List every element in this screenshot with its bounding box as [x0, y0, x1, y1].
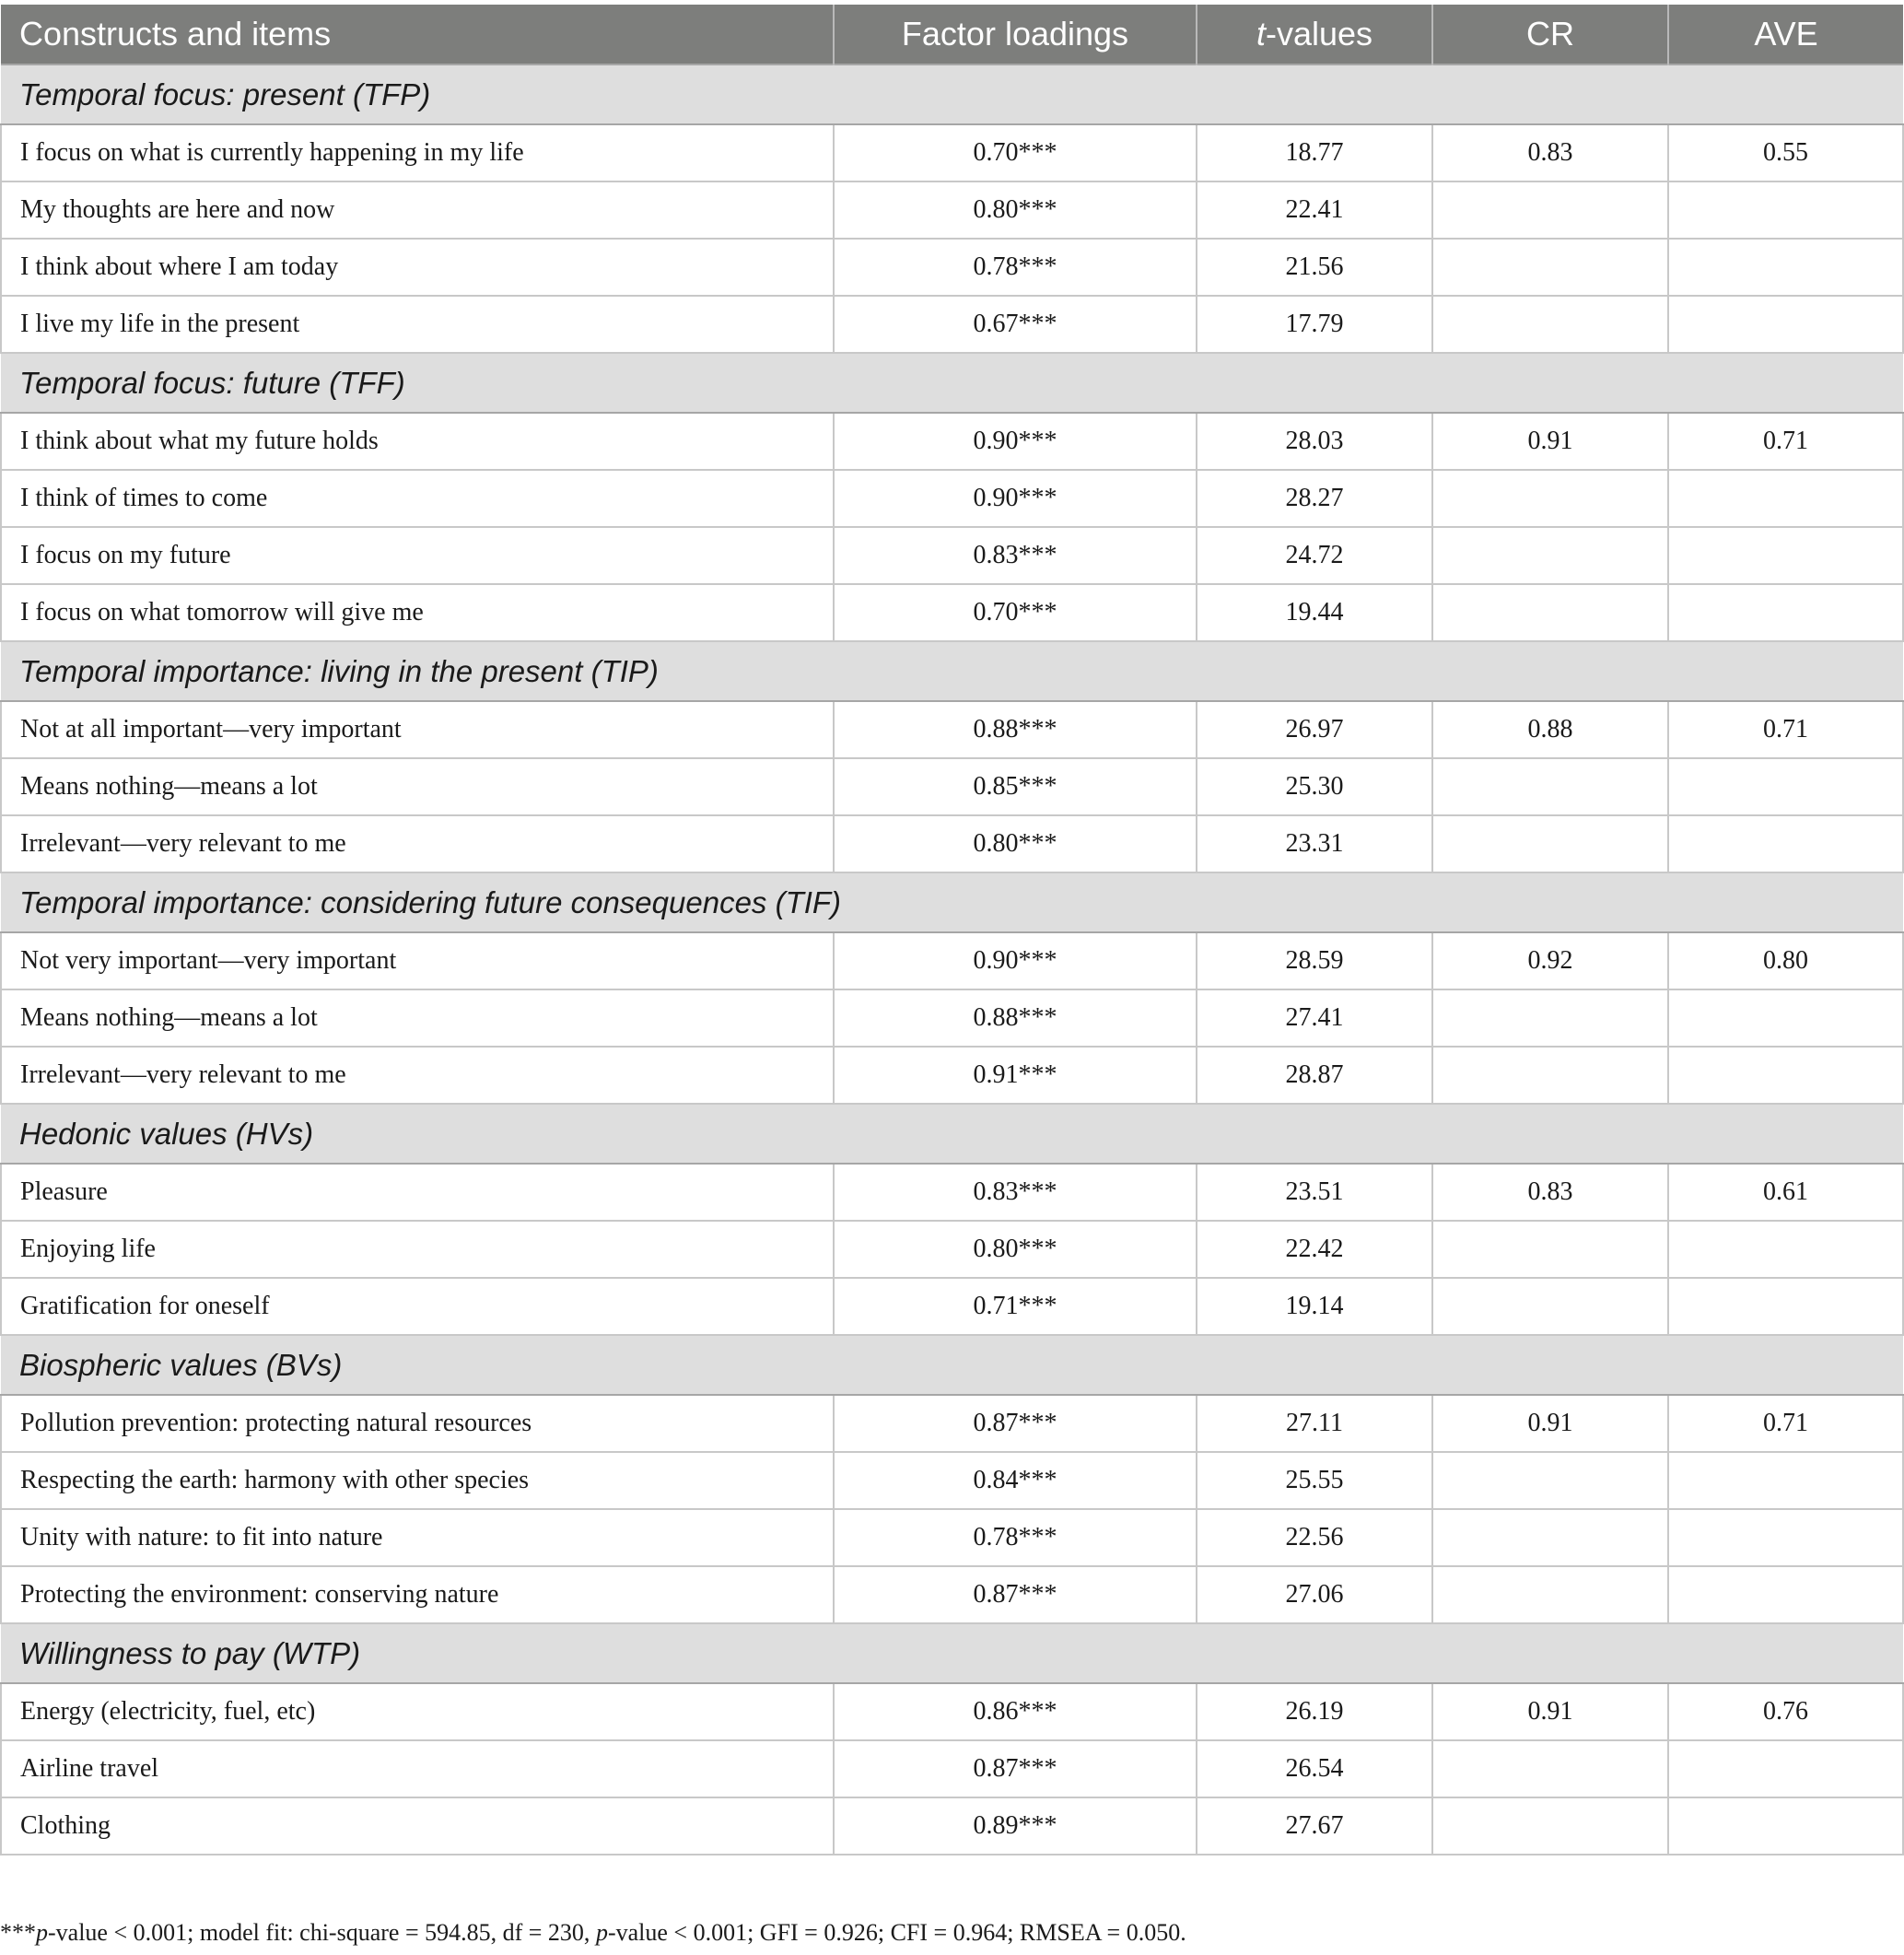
ave-cell	[1668, 584, 1903, 641]
item-cell: I focus on what tomorrow will give me	[1, 584, 834, 641]
t-value-cell: 27.41	[1197, 989, 1432, 1047]
section-row	[1, 1623, 1903, 1683]
item-cell: Pleasure	[1, 1164, 834, 1221]
factor-loading-cell: 0.83***	[834, 527, 1197, 584]
section-title: Temporal importance: living in the present (TIP)	[1, 641, 1903, 701]
cr-cell	[1432, 239, 1668, 296]
ave-cell	[1668, 758, 1903, 815]
t-value-cell: 21.56	[1197, 239, 1432, 296]
t-value-cell: 26.54	[1197, 1740, 1432, 1797]
cr-cell	[1432, 1797, 1668, 1855]
factor-loading-cell: 0.78***	[834, 1509, 1197, 1566]
cr-cell	[1432, 989, 1668, 1047]
table-row	[1, 413, 1903, 470]
t-value-cell: 28.87	[1197, 1047, 1432, 1104]
cr-cell	[1432, 815, 1668, 872]
footnote-p-italic-2: p	[595, 1919, 608, 1946]
cr-cell: 0.92	[1432, 932, 1668, 989]
item-cell: Unity with nature: to fit into nature	[1, 1509, 834, 1566]
cr-cell	[1432, 1740, 1668, 1797]
factor-loading-cell: 0.90***	[834, 413, 1197, 470]
cr-cell	[1432, 1566, 1668, 1623]
table-row	[1, 1452, 1903, 1509]
item-cell: I live my life in the present	[1, 296, 834, 353]
t-value-cell: 28.03	[1197, 413, 1432, 470]
table-row	[1, 527, 1903, 584]
footnote-text-1: -value < 0.001; model fit: chi-square = 594.85, df = 230,	[48, 1919, 596, 1946]
table-row	[1, 989, 1903, 1047]
factor-loading-cell: 0.70***	[834, 584, 1197, 641]
cr-cell: 0.83	[1432, 1164, 1668, 1221]
results-table-container	[0, 5, 1902, 1855]
t-value-cell: 27.67	[1197, 1797, 1432, 1855]
t-value-cell: 17.79	[1197, 296, 1432, 353]
factor-loading-cell: 0.80***	[834, 181, 1197, 239]
t-value-cell: 27.11	[1197, 1395, 1432, 1452]
factor-loading-cell: 0.71***	[834, 1278, 1197, 1335]
t-value-cell: 27.06	[1197, 1566, 1432, 1623]
footnote-text-2: -value < 0.001; GFI = 0.926; CFI = 0.964; RMSEA = 0.050.	[607, 1919, 1186, 1946]
ave-cell	[1668, 1797, 1903, 1855]
ave-cell	[1668, 989, 1903, 1047]
table-row	[1, 181, 1903, 239]
ave-cell: 0.71	[1668, 1395, 1903, 1452]
factor-loading-cell: 0.78***	[834, 239, 1197, 296]
factor-loading-cell: 0.80***	[834, 1221, 1197, 1278]
section-row	[1, 641, 1903, 701]
cr-cell: 0.91	[1432, 1683, 1668, 1740]
factor-loading-cell: 0.87***	[834, 1395, 1197, 1452]
item-cell: My thoughts are here and now	[1, 181, 834, 239]
ave-cell	[1668, 1452, 1903, 1509]
ave-cell: 0.71	[1668, 413, 1903, 470]
ave-cell	[1668, 181, 1903, 239]
ave-cell	[1668, 470, 1903, 527]
section-title: Biospheric values (BVs)	[1, 1335, 1903, 1395]
cr-cell: 0.91	[1432, 1395, 1668, 1452]
factor-loading-cell: 0.84***	[834, 1452, 1197, 1509]
factor-loading-cell: 0.89***	[834, 1797, 1197, 1855]
item-cell: Means nothing—means a lot	[1, 758, 834, 815]
t-value-cell: 26.97	[1197, 701, 1432, 758]
ave-cell: 0.76	[1668, 1683, 1903, 1740]
ave-cell	[1668, 239, 1903, 296]
header-t-suffix: -values	[1265, 15, 1373, 53]
table-row	[1, 124, 1903, 181]
cr-cell	[1432, 584, 1668, 641]
item-cell: Respecting the earth: harmony with other species	[1, 1452, 834, 1509]
item-cell: I think about where I am today	[1, 239, 834, 296]
table-row	[1, 470, 1903, 527]
table-row	[1, 758, 1903, 815]
section-title: Willingness to pay (WTP)	[1, 1623, 1903, 1683]
section-row	[1, 1104, 1903, 1164]
t-value-cell: 19.14	[1197, 1278, 1432, 1335]
cr-cell	[1432, 1221, 1668, 1278]
ave-cell	[1668, 1221, 1903, 1278]
factor-loading-cell: 0.88***	[834, 989, 1197, 1047]
table-row	[1, 584, 1903, 641]
table-row	[1, 815, 1903, 872]
item-cell: Irrelevant—very relevant to me	[1, 1047, 834, 1104]
section-title: Temporal importance: considering future consequences (TIF)	[1, 872, 1903, 932]
cr-cell	[1432, 1509, 1668, 1566]
header-ave: AVE	[1668, 5, 1903, 64]
footnote-stars: ***	[0, 1919, 36, 1946]
cr-cell	[1432, 1452, 1668, 1509]
factor-loading-cell: 0.70***	[834, 124, 1197, 181]
factor-loading-cell: 0.85***	[834, 758, 1197, 815]
item-cell: Not at all important—very important	[1, 701, 834, 758]
t-value-cell: 25.55	[1197, 1452, 1432, 1509]
header-cr: CR	[1432, 5, 1668, 64]
cr-cell	[1432, 527, 1668, 584]
ave-cell	[1668, 1740, 1903, 1797]
cr-cell: 0.83	[1432, 124, 1668, 181]
t-value-cell: 19.44	[1197, 584, 1432, 641]
ave-cell	[1668, 1566, 1903, 1623]
t-value-cell: 22.41	[1197, 181, 1432, 239]
item-cell: I focus on what is currently happening in my life	[1, 124, 834, 181]
table-row	[1, 932, 1903, 989]
cr-cell	[1432, 758, 1668, 815]
table-row	[1, 1740, 1903, 1797]
item-cell: Protecting the environment: conserving nature	[1, 1566, 834, 1623]
ave-cell	[1668, 296, 1903, 353]
factor-loading-cell: 0.83***	[834, 1164, 1197, 1221]
cr-cell	[1432, 1278, 1668, 1335]
table-row	[1, 1047, 1903, 1104]
table-row	[1, 1221, 1903, 1278]
item-cell: Airline travel	[1, 1740, 834, 1797]
t-value-cell: 26.19	[1197, 1683, 1432, 1740]
item-cell: I think of times to come	[1, 470, 834, 527]
item-cell: Not very important—very important	[1, 932, 834, 989]
t-value-cell: 22.56	[1197, 1509, 1432, 1566]
table-row	[1, 1509, 1903, 1566]
table-row	[1, 239, 1903, 296]
factor-loading-cell: 0.88***	[834, 701, 1197, 758]
factor-loading-cell: 0.86***	[834, 1683, 1197, 1740]
t-value-cell: 28.27	[1197, 470, 1432, 527]
table-row	[1, 1683, 1903, 1740]
ave-cell	[1668, 527, 1903, 584]
header-factor-loadings: Factor loadings	[834, 5, 1197, 64]
item-cell: I think about what my future holds	[1, 413, 834, 470]
cr-cell: 0.91	[1432, 413, 1668, 470]
ave-cell: 0.71	[1668, 701, 1903, 758]
ave-cell	[1668, 1278, 1903, 1335]
table-body	[1, 64, 1903, 1855]
table-row	[1, 1395, 1903, 1452]
t-value-cell: 23.51	[1197, 1164, 1432, 1221]
cr-cell: 0.88	[1432, 701, 1668, 758]
cr-cell	[1432, 470, 1668, 527]
header-constructs-items: Constructs and items	[1, 5, 834, 64]
factor-loading-cell: 0.67***	[834, 296, 1197, 353]
t-value-cell: 22.42	[1197, 1221, 1432, 1278]
factor-loading-cell: 0.87***	[834, 1566, 1197, 1623]
item-cell: Energy (electricity, fuel, etc)	[1, 1683, 834, 1740]
section-row	[1, 353, 1903, 413]
item-cell: Enjoying life	[1, 1221, 834, 1278]
item-cell: Clothing	[1, 1797, 834, 1855]
measurement-model-table	[0, 5, 1904, 1855]
item-cell: I focus on my future	[1, 527, 834, 584]
t-value-cell: 28.59	[1197, 932, 1432, 989]
table-row	[1, 1164, 1903, 1221]
table-header-row	[1, 5, 1903, 64]
item-cell: Irrelevant—very relevant to me	[1, 815, 834, 872]
header-t-italic: t	[1256, 15, 1266, 53]
section-row	[1, 1335, 1903, 1395]
item-cell: Pollution prevention: protecting natural resources	[1, 1395, 834, 1452]
header-t-values	[1197, 5, 1432, 64]
table-row	[1, 1797, 1903, 1855]
table-row	[1, 296, 1903, 353]
ave-cell: 0.80	[1668, 932, 1903, 989]
factor-loading-cell: 0.90***	[834, 932, 1197, 989]
section-title: Temporal focus: present (TFP)	[1, 64, 1903, 124]
footnote-p-italic-1: p	[36, 1919, 48, 1946]
table-row	[1, 701, 1903, 758]
ave-cell: 0.55	[1668, 124, 1903, 181]
table-footnote	[0, 1919, 1186, 1947]
ave-cell	[1668, 815, 1903, 872]
table-row	[1, 1566, 1903, 1623]
t-value-cell: 23.31	[1197, 815, 1432, 872]
t-value-cell: 18.77	[1197, 124, 1432, 181]
ave-cell: 0.61	[1668, 1164, 1903, 1221]
cr-cell	[1432, 181, 1668, 239]
factor-loading-cell: 0.91***	[834, 1047, 1197, 1104]
t-value-cell: 24.72	[1197, 527, 1432, 584]
cr-cell	[1432, 1047, 1668, 1104]
table-row	[1, 1278, 1903, 1335]
item-cell: Gratification for oneself	[1, 1278, 834, 1335]
ave-cell	[1668, 1509, 1903, 1566]
factor-loading-cell: 0.80***	[834, 815, 1197, 872]
section-title: Hedonic values (HVs)	[1, 1104, 1903, 1164]
ave-cell	[1668, 1047, 1903, 1104]
cr-cell	[1432, 296, 1668, 353]
section-row	[1, 64, 1903, 124]
section-row	[1, 872, 1903, 932]
factor-loading-cell: 0.87***	[834, 1740, 1197, 1797]
factor-loading-cell: 0.90***	[834, 470, 1197, 527]
section-title: Temporal focus: future (TFF)	[1, 353, 1903, 413]
t-value-cell: 25.30	[1197, 758, 1432, 815]
item-cell: Means nothing—means a lot	[1, 989, 834, 1047]
